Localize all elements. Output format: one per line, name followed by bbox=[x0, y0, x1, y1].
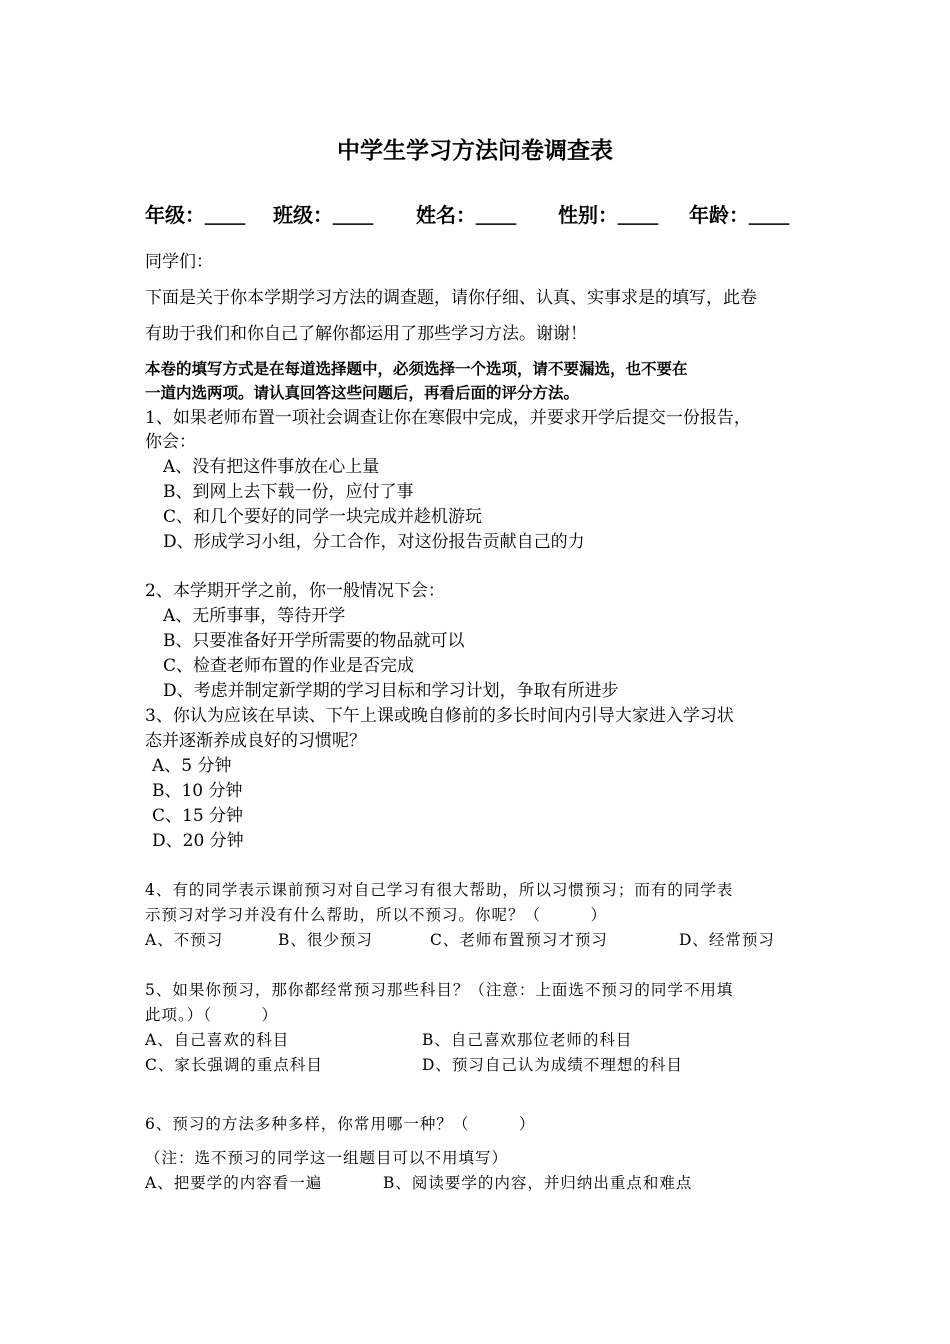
question-5-stem: 5、如果你预习，那你都经常预习那些科目？（注意：上面选不预习的同学不用填 bbox=[145, 981, 734, 999]
question-3-option-d[interactable]: D、20 分钟 bbox=[152, 831, 244, 851]
greeting: 同学们： bbox=[145, 252, 213, 272]
question-4-stem: 示预习对学习并没有什么帮助，所以不预习。你呢？（ ） bbox=[145, 906, 608, 924]
name-field[interactable]: 姓名：＿＿ bbox=[416, 203, 516, 227]
question-2-option-d[interactable]: D、考虑并制定新学期的学习目标和学习计划，争取有所进步 bbox=[163, 681, 619, 701]
question-5-stem: 此项。）（ ） bbox=[145, 1006, 279, 1024]
question-3-option-c[interactable]: C、15 分钟 bbox=[152, 806, 244, 826]
question-2-option-a[interactable]: A、无所事事，等待开学 bbox=[163, 606, 346, 626]
question-6-stem: 6、预习的方法多种多样，你常用哪一种？（ ） bbox=[145, 1115, 536, 1133]
question-4-stem: 4、有的同学表示课前预习对自己学习有很大帮助，所以习惯预习；而有的同学表 bbox=[145, 881, 734, 899]
question-1-option-d[interactable]: D、形成学习小组，分工合作，对这份报告贡献自己的力 bbox=[163, 532, 585, 552]
question-1-option-a[interactable]: A、没有把这件事放在心上量 bbox=[163, 457, 380, 477]
intro-line: 下面是关于你本学期学习方法的调查题，请你仔细、认真、实事求是的填写，此卷 bbox=[145, 288, 757, 308]
question-3-stem: 3、你认为应该在早读、下午上课或晚自修前的多长时间内引导大家进入学习状 bbox=[145, 706, 734, 726]
instruction-line: 本卷的填写方式是在每道选择题中，必须选择一个选项，请不要漏选，也不要在 bbox=[145, 360, 688, 378]
question-5-option-c[interactable]: C、家长强调的重点科目 bbox=[145, 1056, 323, 1074]
question-3-option-a[interactable]: A、5 分钟 bbox=[152, 756, 232, 776]
class-field[interactable]: 班级：＿＿ bbox=[273, 203, 373, 227]
question-4-option-b[interactable]: B、很少预习 bbox=[278, 931, 373, 949]
question-1-option-b[interactable]: B、到网上去下载一份，应付了事 bbox=[163, 482, 414, 502]
intro-line: 有助于我们和你自己了解你都运用了那些学习方法。谢谢！ bbox=[145, 324, 587, 344]
question-2-option-b[interactable]: B、只要准备好开学所需要的物品就可以 bbox=[163, 631, 465, 651]
question-2-stem: 2、本学期开学之前，你一般情况下会： bbox=[145, 581, 445, 601]
question-5-option-d[interactable]: D、预习自己认为成绩不理想的科目 bbox=[422, 1056, 683, 1074]
question-4-option-c[interactable]: C、老师布置预习才预习 bbox=[430, 931, 608, 949]
question-1-stem: 你会： bbox=[145, 432, 196, 452]
question-4-option-a[interactable]: A、不预习 bbox=[145, 931, 224, 949]
question-6-note: （注：选不预习的同学这一组题目可以不用填写） bbox=[145, 1149, 509, 1167]
question-5-option-a[interactable]: A、自己喜欢的科目 bbox=[145, 1031, 290, 1049]
question-5-option-b[interactable]: B、自己喜欢那位老师的科目 bbox=[422, 1031, 633, 1049]
question-1-option-c[interactable]: C、和几个要好的同学一块完成并趁机游玩 bbox=[163, 507, 483, 527]
page-title: 中学生学习方法问卷调查表 bbox=[337, 138, 613, 164]
question-4-option-d[interactable]: D、经常预习 bbox=[679, 931, 775, 949]
instruction-line: 一道内选两项。请认真回答这些问题后，再看后面的评分方法。 bbox=[145, 384, 580, 402]
age-field[interactable]: 年龄：＿＿ bbox=[689, 203, 789, 227]
question-3-stem: 态并逐渐养成良好的习惯呢？ bbox=[145, 731, 366, 751]
gender-field[interactable]: 性别：＿＿ bbox=[558, 203, 658, 227]
question-6-option-a[interactable]: A、把要学的内容看一遍 bbox=[145, 1174, 323, 1192]
question-3-option-b[interactable]: B、10 分钟 bbox=[152, 781, 243, 801]
question-1-stem: 1、如果老师布置一项社会调查让你在寒假中完成，并要求开学后提交一份报告， bbox=[145, 408, 751, 428]
grade-field[interactable]: 年级：＿＿ bbox=[145, 203, 245, 227]
question-6-option-b[interactable]: B、阅读要学的内容，并归纳出重点和难点 bbox=[383, 1174, 693, 1192]
question-2-option-c[interactable]: C、检查老师布置的作业是否完成 bbox=[163, 656, 415, 676]
